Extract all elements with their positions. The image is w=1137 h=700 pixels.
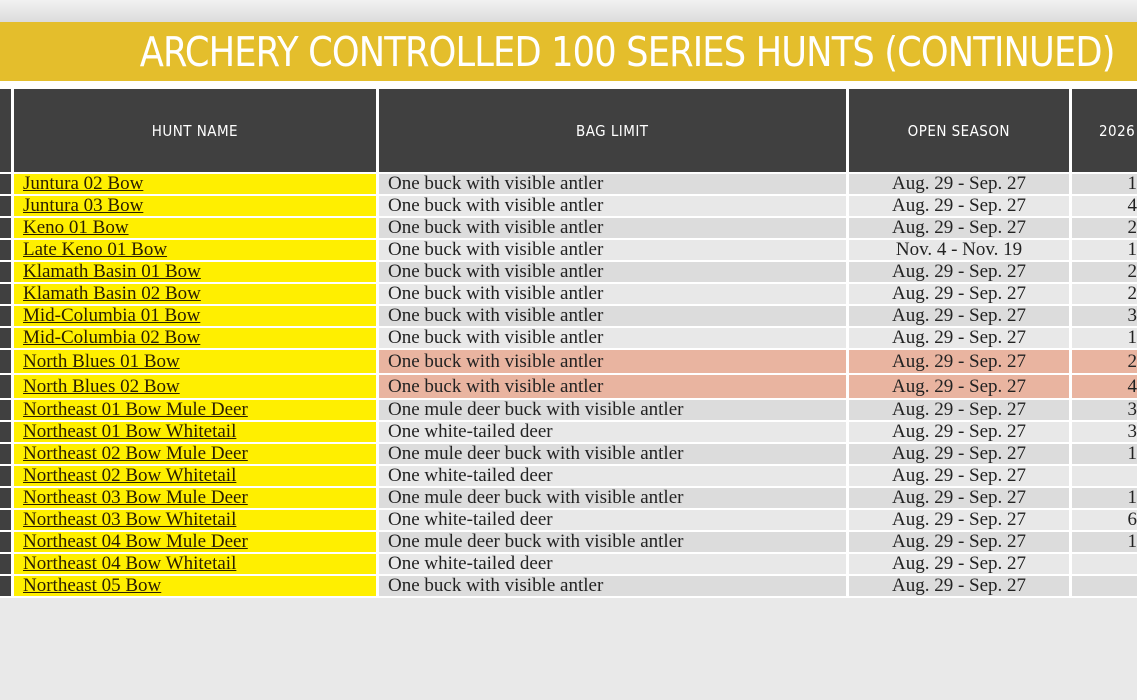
table-row — [0, 375, 1137, 400]
table-row — [0, 218, 1137, 240]
quota-cell — [1072, 466, 1137, 488]
bag-limit-cell: One buck with visible antler — [379, 375, 849, 400]
bag-limit-cell: One buck with visible antler — [379, 240, 849, 262]
bag-limit-cell: One buck with visible antler — [379, 576, 849, 598]
hunts-table — [0, 89, 1137, 598]
quota-cell: 1 — [1072, 532, 1137, 554]
quota-cell — [1072, 554, 1137, 576]
table-row — [0, 444, 1137, 466]
hunt-name-cell: Mid-Columbia 01 Bow — [14, 306, 379, 328]
row-stub — [0, 306, 14, 328]
hunt-name-cell: Northeast 02 Bow Whitetail — [14, 466, 379, 488]
quota-cell: 1 — [1072, 328, 1137, 350]
row-stub — [0, 240, 14, 262]
open-season-cell: Aug. 29 - Sep. 27 — [849, 284, 1072, 306]
row-stub — [0, 328, 14, 350]
open-season-cell: Aug. 29 - Sep. 27 — [849, 444, 1072, 466]
open-season-cell: Aug. 29 - Sep. 27 — [849, 532, 1072, 554]
hunt-name-cell: Northeast 04 Bow Whitetail — [14, 554, 379, 576]
quota-cell: 1 — [1072, 444, 1137, 466]
top-strip — [0, 0, 1137, 22]
bag-limit-cell: One mule deer buck with visible antler — [379, 488, 849, 510]
table-row — [0, 328, 1137, 350]
quota-cell: 2 — [1072, 262, 1137, 284]
open-season-cell: Aug. 29 - Sep. 27 — [849, 554, 1072, 576]
hunt-name-cell: Northeast 02 Bow Mule Deer — [14, 444, 379, 466]
quota-cell: 2 — [1072, 350, 1137, 375]
row-stub — [0, 510, 14, 532]
hunt-name-cell: Northeast 01 Bow Mule Deer — [14, 400, 379, 422]
table-header-row — [0, 89, 1137, 174]
hunt-name-cell: Northeast 03 Bow Whitetail — [14, 510, 379, 532]
table-row — [0, 350, 1137, 375]
hunt-name-cell: Juntura 03 Bow — [14, 196, 379, 218]
row-stub — [0, 284, 14, 306]
row-stub — [0, 350, 14, 375]
table-row — [0, 576, 1137, 598]
hunt-name-cell: Klamath Basin 02 Bow — [14, 284, 379, 306]
open-season-cell: Aug. 29 - Sep. 27 — [849, 466, 1072, 488]
bag-limit-cell: One mule deer buck with visible antler — [379, 400, 849, 422]
open-season-cell: Nov. 4 - Nov. 19 — [849, 240, 1072, 262]
open-season-cell: Aug. 29 - Sep. 27 — [849, 375, 1072, 400]
bag-limit-cell: One buck with visible antler — [379, 196, 849, 218]
header-stub — [0, 89, 14, 174]
table-row — [0, 400, 1137, 422]
quota-cell — [1072, 576, 1137, 598]
row-stub — [0, 444, 14, 466]
header-hunt-name: HUNT NAME — [14, 89, 379, 174]
quota-cell: 6 — [1072, 510, 1137, 532]
table-row — [0, 422, 1137, 444]
row-stub — [0, 466, 14, 488]
bag-limit-cell: One white-tailed deer — [379, 554, 849, 576]
row-stub — [0, 262, 14, 284]
open-season-cell: Aug. 29 - Sep. 27 — [849, 576, 1072, 598]
table-row — [0, 466, 1137, 488]
page-title: ARCHERY CONTROLLED 100 SERIES HUNTS (CONTINUED) — [140, 28, 1115, 76]
row-stub — [0, 488, 14, 510]
table-row — [0, 532, 1137, 554]
open-season-cell: Aug. 29 - Sep. 27 — [849, 262, 1072, 284]
bag-limit-cell: One white-tailed deer — [379, 422, 849, 444]
open-season-cell: Aug. 29 - Sep. 27 — [849, 488, 1072, 510]
row-stub — [0, 196, 14, 218]
bag-limit-cell: One buck with visible antler — [379, 306, 849, 328]
table-row — [0, 488, 1137, 510]
bag-limit-cell: One buck with visible antler — [379, 218, 849, 240]
quota-cell: 3 — [1072, 306, 1137, 328]
hunt-name-cell: Klamath Basin 01 Bow — [14, 262, 379, 284]
open-season-cell: Aug. 29 - Sep. 27 — [849, 510, 1072, 532]
quota-cell: 3 — [1072, 400, 1137, 422]
open-season-cell: Aug. 29 - Sep. 27 — [849, 400, 1072, 422]
bag-limit-cell: One mule deer buck with visible antler — [379, 532, 849, 554]
hunt-name-cell: Northeast 03 Bow Mule Deer — [14, 488, 379, 510]
bag-limit-cell: One buck with visible antler — [379, 328, 849, 350]
bag-limit-cell: One buck with visible antler — [379, 350, 849, 375]
table-row — [0, 284, 1137, 306]
header-open-season: OPEN SEASON — [849, 89, 1072, 174]
quota-cell: 3 — [1072, 422, 1137, 444]
table-row — [0, 510, 1137, 532]
open-season-cell: Aug. 29 - Sep. 27 — [849, 422, 1072, 444]
hunt-name-cell: Northeast 01 Bow Whitetail — [14, 422, 379, 444]
open-season-cell: Aug. 29 - Sep. 27 — [849, 306, 1072, 328]
quota-cell: 1 — [1072, 240, 1137, 262]
table-row — [0, 240, 1137, 262]
hunt-name-cell: Juntura 02 Bow — [14, 174, 379, 196]
table-row — [0, 174, 1137, 196]
hunt-name-cell: Northeast 05 Bow — [14, 576, 379, 598]
bag-limit-cell: One mule deer buck with visible antler — [379, 444, 849, 466]
table-row — [0, 196, 1137, 218]
quota-cell: 2 — [1072, 284, 1137, 306]
bag-limit-cell: One buck with visible antler — [379, 262, 849, 284]
quota-cell: 4 — [1072, 375, 1137, 400]
bag-limit-cell: One white-tailed deer — [379, 466, 849, 488]
header-quota-year: 2026 — [1072, 89, 1137, 174]
hunt-name-cell: Mid-Columbia 02 Bow — [14, 328, 379, 350]
banner-gap — [0, 81, 1137, 89]
open-season-cell: Aug. 29 - Sep. 27 — [849, 350, 1072, 375]
row-stub — [0, 532, 14, 554]
table-row — [0, 306, 1137, 328]
quota-cell: 1 — [1072, 174, 1137, 196]
open-season-cell: Aug. 29 - Sep. 27 — [849, 218, 1072, 240]
row-stub — [0, 400, 14, 422]
quota-cell: 2 — [1072, 218, 1137, 240]
bag-limit-cell: One buck with visible antler — [379, 174, 849, 196]
quota-cell: 1 — [1072, 488, 1137, 510]
hunt-name-cell: North Blues 02 Bow — [14, 375, 379, 400]
row-stub — [0, 375, 14, 400]
table-row — [0, 554, 1137, 576]
hunt-name-cell: Late Keno 01 Bow — [14, 240, 379, 262]
row-stub — [0, 554, 14, 576]
title-banner — [0, 22, 1137, 81]
open-season-cell: Aug. 29 - Sep. 27 — [849, 196, 1072, 218]
open-season-cell: Aug. 29 - Sep. 27 — [849, 174, 1072, 196]
hunt-name-cell: Northeast 04 Bow Mule Deer — [14, 532, 379, 554]
hunt-name-cell: Keno 01 Bow — [14, 218, 379, 240]
hunt-name-cell: North Blues 01 Bow — [14, 350, 379, 375]
quota-cell: 4 — [1072, 196, 1137, 218]
bag-limit-cell: One buck with visible antler — [379, 284, 849, 306]
row-stub — [0, 174, 14, 196]
row-stub — [0, 218, 14, 240]
header-bag-limit: BAG LIMIT — [379, 89, 849, 174]
row-stub — [0, 576, 14, 598]
row-stub — [0, 422, 14, 444]
table-row — [0, 262, 1137, 284]
bag-limit-cell: One white-tailed deer — [379, 510, 849, 532]
open-season-cell: Aug. 29 - Sep. 27 — [849, 328, 1072, 350]
